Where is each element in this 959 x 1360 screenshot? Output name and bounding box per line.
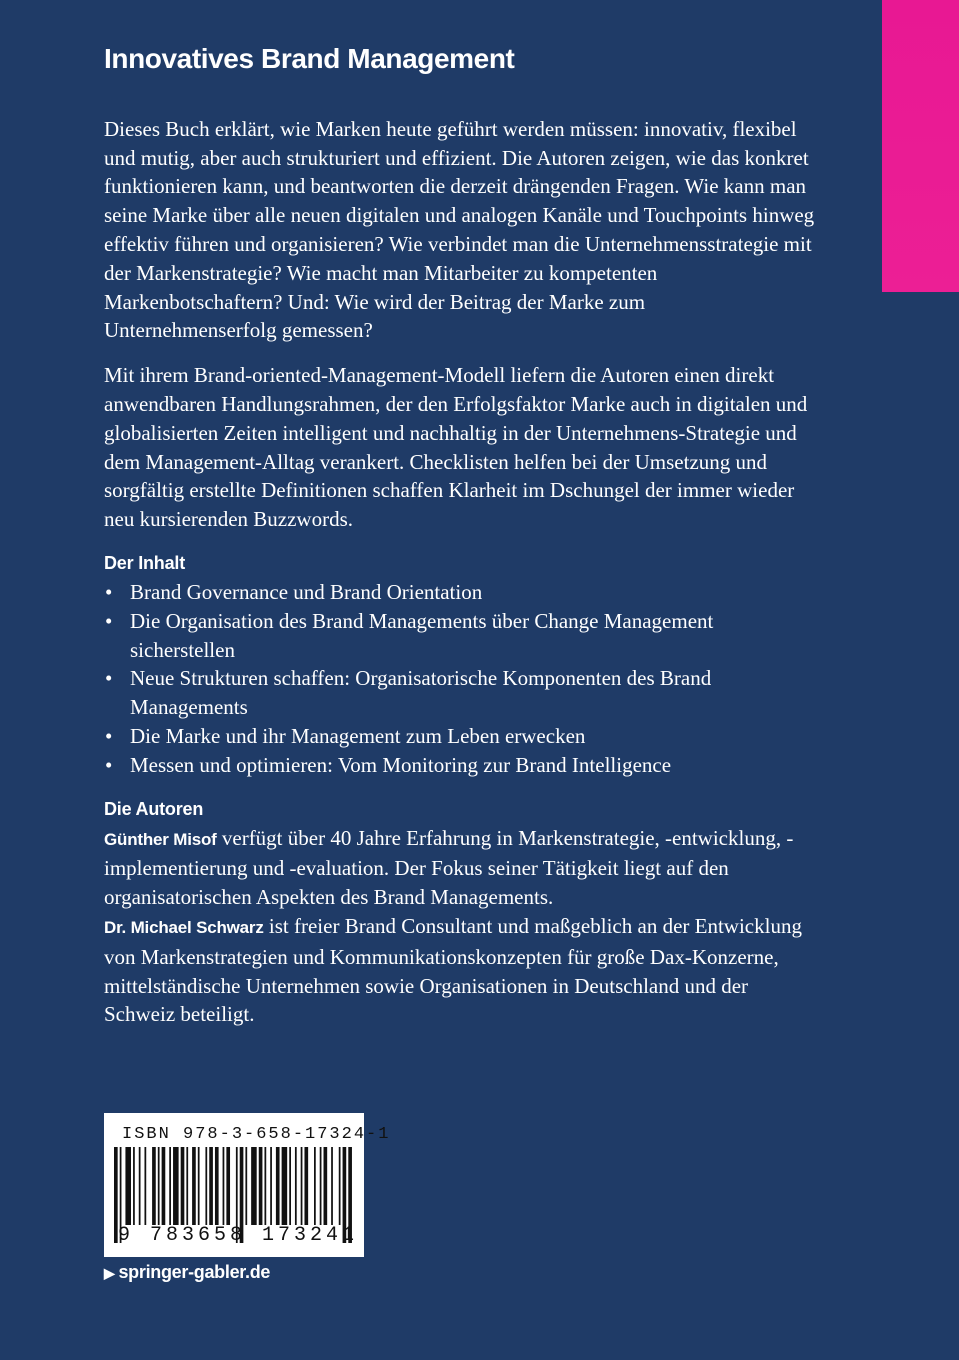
barcode-bar	[264, 1147, 266, 1225]
barcode-bar	[282, 1147, 288, 1225]
contents-section	[104, 552, 820, 780]
bullet-icon: •	[105, 666, 113, 691]
authors-section	[104, 798, 820, 1030]
barcode-bar	[173, 1147, 179, 1225]
barcode-bar	[181, 1147, 185, 1225]
bullet-icon: •	[105, 752, 113, 777]
list-item	[104, 607, 820, 665]
barcode-bar	[301, 1147, 303, 1225]
barcode-bar	[139, 1147, 141, 1225]
list-item-text: Die Organisation des Brand Managements über Change Management sicherstellen	[130, 608, 714, 662]
barcode-bar	[245, 1147, 247, 1225]
barcode-bar	[251, 1147, 257, 1225]
barcode-bar	[276, 1147, 280, 1225]
bullet-icon: •	[105, 723, 113, 748]
author-bio: ist freier Brand Consultant und maßgeblich an der Entwicklung von Markenstrategien und Kommunikationskonzepten für große Dax-Konzerne, mittelständische Unternehmen sowie Organisationen in Deutschland und der Schweiz beteiligt.	[104, 913, 802, 1027]
intro-paragraph: Dieses Buch erklärt, wie Marken heute geführt werden müssen: innovativ, flexibel und mutig, aber auch strukturiert und effizient. Die Autoren zeigen, wie das konkret funktionieren kann, und beantworten die derzeit drängenden Fragen. Wie kann man seine Marke über alle neuen digitalen und analogen Kanäle und Touchpoints hinweg effektiv führen und organisieren? Wie verbindet man die Unternehmensstrategie mit der Markenstrategie? Wie macht man Mitarbeiter zu kompetenten Markenbotschaftern? Und: Wie wird der Beitrag der Marke zum Unternehmenserfolg gemessen?	[104, 116, 815, 343]
barcode-bar	[320, 1147, 322, 1225]
author-bio: verfügt über 40 Jahre Erfahrung in Markenstrategie, -entwicklung, -implementierung und -evaluation. Der Fokus seiner Tätigkeit liegt auf den organisatorischen Aspekten des Brand Managements.	[104, 825, 794, 910]
bullet-icon: •	[105, 579, 113, 604]
list-item-text: Neue Strukturen schaffen: Organisatorische Komponenten des Brand Managements	[130, 666, 712, 720]
list-item	[104, 751, 820, 780]
barcode-bar	[162, 1147, 166, 1225]
website-link[interactable]	[104, 1262, 270, 1283]
list-item-text: Messen und optimieren: Vom Monitoring zur Brand Intelligence	[130, 752, 672, 777]
barcode-bar	[270, 1147, 272, 1225]
barcode-bar	[158, 1147, 160, 1225]
barcode-bar	[125, 1147, 131, 1225]
list-item	[104, 722, 820, 751]
barcode-bar	[226, 1147, 230, 1225]
list-item	[104, 664, 820, 722]
isbn-barcode	[104, 1113, 391, 1257]
barcode-bar	[215, 1147, 219, 1225]
barcode-bar	[324, 1147, 328, 1225]
contents-heading: Der Inhalt	[104, 552, 186, 573]
barcode-digits: 9 783658 173241	[118, 1224, 359, 1247]
model-paragraph: Mit ihrem Brand-oriented-Management-Modell liefern die Autoren einen direkt anwendbaren Handlungsrahmen, der den Erfolgsfaktor Marke auch in digitalen und globalisierten Zeiten intelligent und nachhaltig in der Unternehmens-Strategie und dem Management-Alltag verankert. Checklisten helfen bei der Umsetzung und sorgfältig erstellte Definitionen schaffen Klarheit im Dschungel der immer wieder neu kursierenden Buzzwords.	[104, 363, 808, 532]
accent-bar	[882, 0, 959, 292]
barcode-bar	[339, 1147, 341, 1225]
barcode-bar	[198, 1147, 200, 1225]
barcode-bar	[133, 1147, 135, 1225]
authors-heading: Die Autoren	[104, 798, 204, 819]
barcode-bar	[144, 1147, 146, 1225]
author-entry	[104, 912, 820, 1029]
contents-list	[104, 578, 820, 780]
barcode-bar	[192, 1147, 196, 1225]
website-text: springer-gabler.de	[118, 1262, 271, 1282]
page-title: Innovatives Brand Management	[104, 43, 515, 74]
barcode-bar	[209, 1147, 213, 1225]
barcode-bar	[304, 1147, 308, 1225]
barcode-bar	[314, 1147, 316, 1225]
barcode-bar	[295, 1147, 297, 1225]
list-item-text: Brand Governance und Brand Orientation	[130, 579, 483, 604]
barcode-bar	[223, 1147, 225, 1225]
isbn-label: ISBN 978-3-658-17324-1	[122, 1125, 391, 1144]
barcode-bar	[152, 1147, 156, 1225]
barcode-bar	[259, 1147, 263, 1225]
list-item-text: Die Marke und ihr Management zum Leben erwecken	[130, 723, 586, 748]
triangle-right-icon: ▶	[104, 1265, 115, 1281]
author-entry	[104, 824, 820, 912]
barcode-bar	[331, 1147, 333, 1225]
author-name: Dr. Michael Schwarz	[104, 917, 264, 937]
barcode-bar	[205, 1147, 207, 1225]
list-item	[104, 578, 820, 607]
barcode-bar	[289, 1147, 291, 1225]
back-cover-content	[104, 44, 820, 1029]
barcode-bar	[186, 1147, 188, 1225]
bullet-icon: •	[105, 608, 113, 633]
barcode-bar	[169, 1147, 171, 1225]
author-name: Günther Misof	[104, 829, 217, 849]
